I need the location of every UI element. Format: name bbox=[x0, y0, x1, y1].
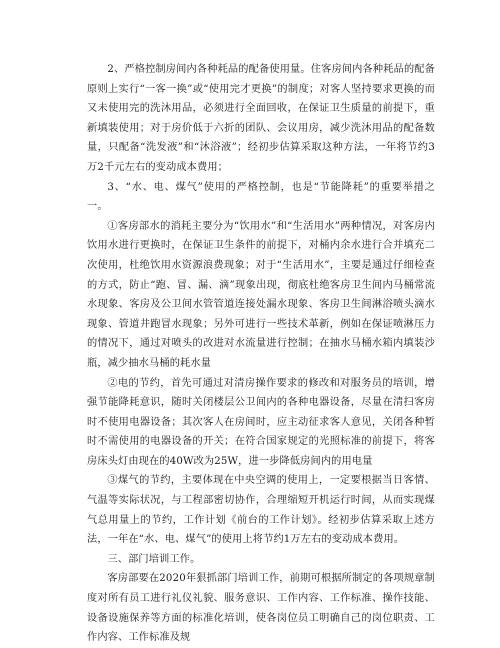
paragraph-training: 客房部要在2020年狠抓部门培训工作，前期可根据所制定的各项规章制度对所有员工进行礼仪礼貌、服务意识、工作内容、工作标准、操作技能、设备设施保养等方面的标准化培训，使各岗位员工明确自己的岗位职责、工作内容、工作标准及规 bbox=[87, 573, 435, 644]
paragraph-electricity-saving: ②电的节约，首先可通过对清房操作要求的修改和对服务员的培训，增强节能降耗意识，随时关闭楼层公卫间内的各种电器设备，尽量在清扫客房时不使用电器设备；其次客人在房间时，应主动征求客人意见，关闭各种暂时不需使用的电器设备的开关；在符合国家规定的光照标准的前提下，将客房床头灯由现在的40W改为25W，进一步降低房间内的用电量 bbox=[87, 377, 435, 467]
paragraph-water-saving: ①客房部水的消耗主要分为“饮用水”和“生活用水”两种情况，对客房内饮用水进行更换时，在保证卫生条件的前提下，对桶内余水进行合并填充二次使用，杜绝饮用水资源浪费现象；对于“生活用水”，主要是通过仔细检查的方式，防止“跑、冒、漏、滴”现象出现，彻底杜绝客房卫生间内马桶常流水现象、客房及公卫间水管管道连接处漏水现象、客房卫生间淋浴喷头滴水现象、管道井跑冒水现象；另外可进行一些技术革新，例如在保证喷淋压力的情况下，通过对喷头的改进对水流量进行控制；在抽水马桶水箱内填装沙瓶，减少抽水马桶的耗水量 bbox=[87, 220, 435, 369]
paragraph-consumables-control: 2、严格控制房间内各种耗品的配备使用量。住客房间内各种耗品的配备原则上实行“一客一换”或“使用完才更换”的制度；对客人坚持要求更换的而又未使用完的洗沐用品，必须进行全面回收，在保证卫生质量的前提下，重新填装使用；对于房价低于六折的团队、会议用房，减少洗沐用品的配备数量，只配备“洗发液”和“沐浴液”；经初步估算采取这种方法，一年将节约3万2千元左右的变动成本费用； bbox=[87, 64, 435, 173]
document-body bbox=[87, 60, 435, 648]
paragraph-utilities-heading: 3、“水、电、煤气”使用的严格控制，也是“节能降耗”的重要举措之一。 bbox=[87, 181, 435, 213]
paragraph-gas-saving: ③煤气的节约，主要体现在中央空调的使用上，一定要根据当日客情、气温等实际状况，与工程部密切协作，合理缩短开机运行时间，从而实现煤气总用量上的节约，工作计划《前台的工作计划》。经初步估算采取上述方法，一年在“水、电、煤气”的使用上将节约1万左右的变动成本费用。 bbox=[87, 475, 435, 546]
section-heading-training: 三、部门培训工作。 bbox=[107, 553, 201, 565]
